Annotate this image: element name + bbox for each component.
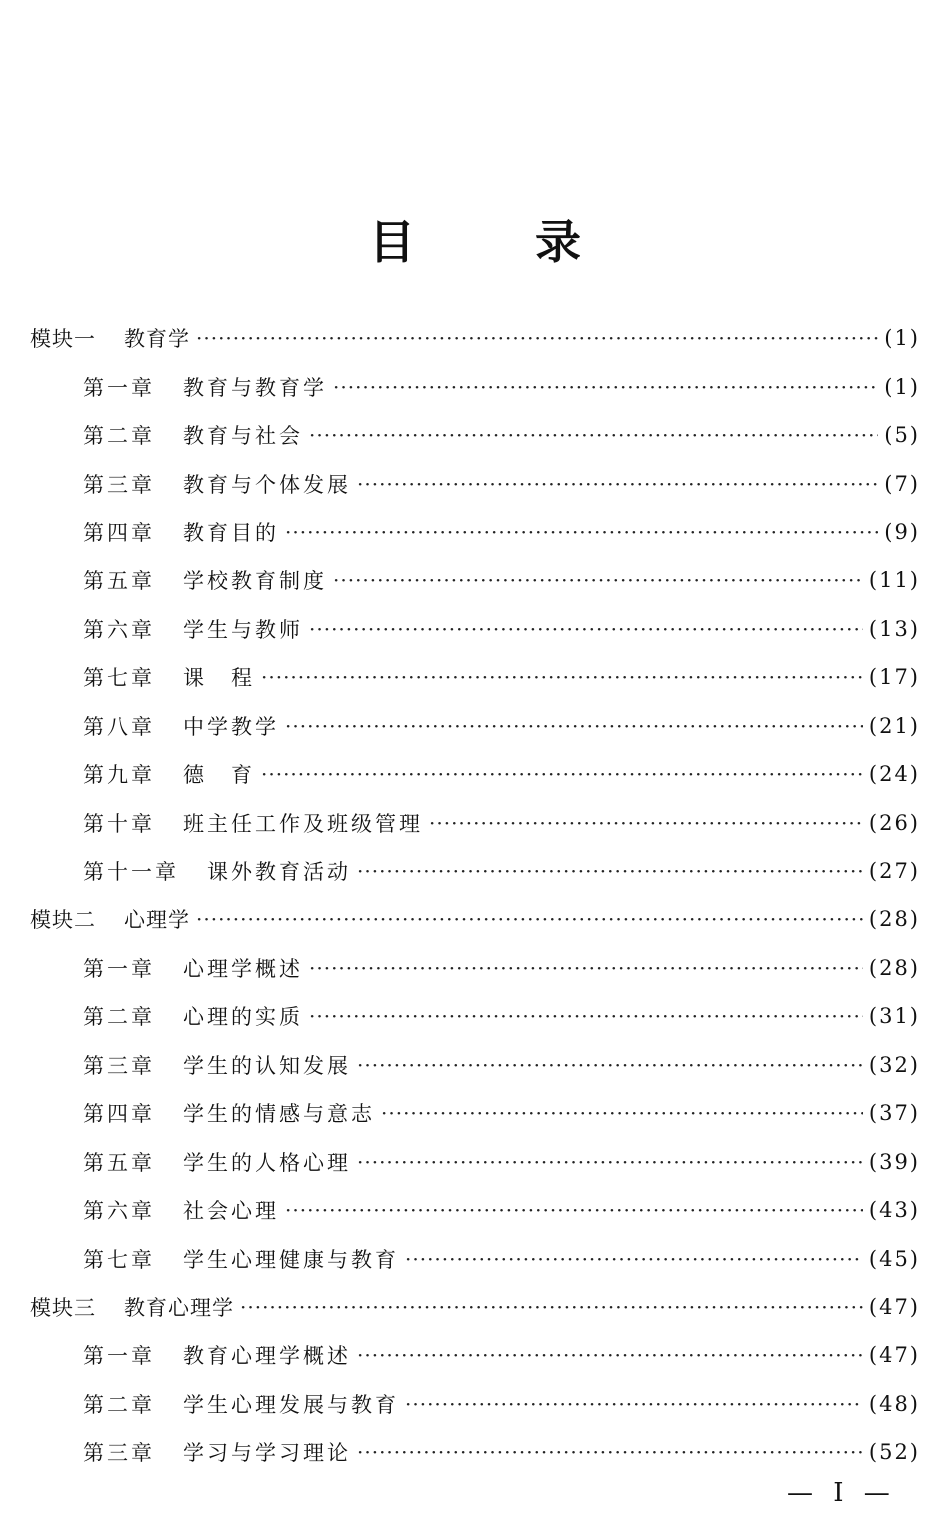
toc-chapter-entry (0, 702, 950, 750)
toc-chapter-entry (0, 362, 950, 410)
toc-entry-page: (26) (868, 810, 920, 835)
toc-entry-number: 第九章 (83, 763, 155, 788)
toc-chapter-entry (0, 508, 950, 556)
toc-entry-title: 课外教育活动 (207, 860, 351, 885)
toc-entry-page: (37) (868, 1101, 920, 1126)
toc-entry-number: 第四章 (83, 520, 155, 545)
toc-chapter-entry (0, 750, 950, 798)
toc-entry-title: 教育心理学概述 (183, 1344, 351, 1369)
toc-chapter-entry (0, 1380, 950, 1428)
toc-entry-number: 第七章 (83, 1247, 155, 1272)
toc-entry-number: 第二章 (83, 1392, 155, 1417)
toc-entry-page: (24) (868, 762, 920, 787)
toc-chapter-entry (0, 605, 950, 653)
dot-leader (405, 1392, 863, 1416)
toc-entry-page: (31) (868, 1004, 920, 1029)
toc-entry-title: 课 程 (183, 666, 255, 691)
page-title: 目 录 (368, 215, 633, 269)
toc-entry-number: 第八章 (83, 714, 155, 739)
toc-entry-page: (48) (868, 1391, 920, 1416)
toc-chapter-entry (0, 653, 950, 701)
toc-chapter-entry (0, 411, 950, 459)
toc-chapter-entry (0, 1234, 950, 1282)
toc-entry-number: 第五章 (83, 569, 155, 594)
dot-leader (309, 1004, 863, 1028)
dot-leader (309, 423, 878, 447)
toc-entry-title: 班主任工作及班级管理 (183, 811, 423, 836)
toc-entry-number: 第五章 (83, 1150, 155, 1175)
toc-entry-title: 学生心理发展与教育 (183, 1392, 399, 1417)
page-number: — Ⅰ — (787, 1478, 896, 1508)
toc-entry-page: (9) (884, 519, 920, 544)
toc-entry-page: (47) (868, 1294, 920, 1319)
toc-entry-number: 第三章 (83, 1441, 155, 1466)
toc-module-entry (0, 1283, 950, 1331)
toc-entry-number: 第一章 (83, 375, 155, 400)
toc-entry-number: 第二章 (83, 1005, 155, 1030)
toc-entry-page: (1) (884, 326, 920, 351)
toc-entry-title: 学校教育制度 (183, 569, 327, 594)
toc-entry-number: 模块二 (30, 908, 96, 933)
dot-leader (333, 375, 878, 399)
toc-entry-title: 心理学概述 (183, 956, 303, 981)
toc-entry-title: 学习与学习理论 (183, 1441, 351, 1466)
toc-entry-title: 德 育 (183, 763, 255, 788)
toc-entry-page: (27) (868, 859, 920, 884)
dot-leader (196, 326, 878, 350)
toc-entry-title: 教育与社会 (183, 424, 303, 449)
toc-entry-title: 学生心理健康与教育 (183, 1247, 399, 1272)
toc-chapter-entry (0, 1428, 950, 1476)
toc-entry-title: 学生的人格心理 (183, 1150, 351, 1175)
toc-entry-number: 模块一 (30, 327, 96, 352)
toc-chapter-entry (0, 1186, 950, 1234)
dot-leader (333, 568, 863, 592)
toc-entry-title: 学生与教师 (183, 617, 303, 642)
toc-entry-title: 教育目的 (183, 520, 279, 545)
toc-entry-page: (47) (868, 1343, 920, 1368)
dot-leader (285, 714, 863, 738)
toc-entry-title: 社会心理 (183, 1199, 279, 1224)
dot-leader (240, 1295, 863, 1319)
toc-entry-number: 第三章 (83, 472, 155, 497)
toc-entry-title: 教育心理学 (124, 1295, 234, 1320)
toc-chapter-entry (0, 1331, 950, 1379)
toc-entry-number: 第七章 (83, 666, 155, 691)
toc-entry-title: 中学教学 (183, 714, 279, 739)
dot-leader (381, 1101, 863, 1125)
dot-leader (285, 1198, 863, 1222)
toc-chapter-entry (0, 944, 950, 992)
toc-entry-number: 第六章 (83, 617, 155, 642)
toc-entry-page: (28) (868, 907, 920, 932)
toc-entry-number: 第十章 (83, 811, 155, 836)
toc-entry-title: 心理学 (124, 908, 190, 933)
dot-leader (357, 859, 863, 883)
dot-leader (357, 472, 878, 496)
toc-entry-number: 第十一章 (83, 860, 179, 885)
toc-chapter-entry (0, 798, 950, 846)
toc-entry-title: 教育与个体发展 (183, 472, 351, 497)
toc-entry-page: (52) (868, 1440, 920, 1465)
dot-leader (405, 1247, 863, 1271)
dot-leader (357, 1053, 863, 1077)
dot-leader (261, 762, 863, 786)
toc-entry-page: (5) (884, 423, 920, 448)
dot-leader (285, 520, 878, 544)
toc-entry-title: 教育与教育学 (183, 375, 327, 400)
toc-module-entry (0, 314, 950, 362)
toc-entry-page: (39) (868, 1149, 920, 1174)
toc-chapter-entry (0, 556, 950, 604)
toc-entry-page: (21) (868, 713, 920, 738)
toc-module-entry (0, 895, 950, 943)
dot-leader (357, 1343, 863, 1367)
toc-entry-page: (1) (884, 374, 920, 399)
toc-entry-page: (17) (868, 665, 920, 690)
toc-entry-number: 第一章 (83, 1344, 155, 1369)
toc-entry-page: (7) (884, 471, 920, 496)
toc-entry-page: (43) (868, 1198, 920, 1223)
dot-leader (429, 811, 863, 835)
toc-entry-number: 第一章 (83, 956, 155, 981)
dot-leader (196, 907, 863, 931)
toc-entry-number: 模块三 (30, 1295, 96, 1320)
dot-leader (309, 956, 863, 980)
toc-chapter-entry (0, 1041, 950, 1089)
toc-chapter-entry (0, 1089, 950, 1137)
toc-entry-page: (13) (868, 616, 920, 641)
toc-entry-page: (11) (868, 568, 920, 593)
dot-leader (309, 617, 863, 641)
dot-leader (357, 1150, 863, 1174)
toc-entry-page: (32) (868, 1052, 920, 1077)
toc-entry-number: 第六章 (83, 1199, 155, 1224)
toc-entry-page: (45) (868, 1246, 920, 1271)
toc-entry-title: 学生的认知发展 (183, 1053, 351, 1078)
toc-entry-title: 学生的情感与意志 (183, 1102, 375, 1127)
toc-entry-number: 第二章 (83, 424, 155, 449)
dot-leader (261, 665, 863, 689)
toc-entry-page: (28) (868, 955, 920, 980)
toc-chapter-entry (0, 992, 950, 1040)
toc-entry-title: 心理的实质 (183, 1005, 303, 1030)
toc-chapter-entry (0, 459, 950, 507)
toc-chapter-entry (0, 847, 950, 895)
toc-chapter-entry (0, 1137, 950, 1185)
toc-entry-number: 第四章 (83, 1102, 155, 1127)
toc-entry-title: 教育学 (124, 327, 190, 352)
toc-list (0, 314, 950, 1477)
dot-leader (357, 1440, 863, 1464)
toc-entry-number: 第三章 (83, 1053, 155, 1078)
